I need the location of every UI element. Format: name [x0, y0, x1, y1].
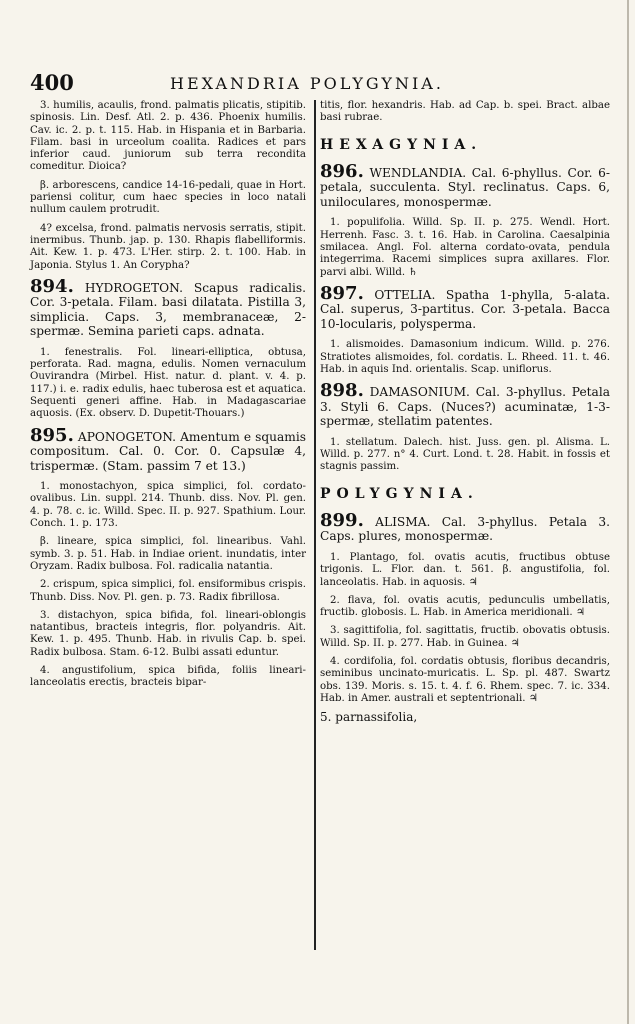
species-entry: 2. crispum, spica simplici, fol. ensiformibus crispis. Thunb. Diss. Nov. Pl. gen. p. 73. Radix fibrillosa. [30, 579, 306, 603]
catchword: 5. parnassifolia, [320, 710, 418, 725]
species-entry: 1. Plantago, fol. ovatis acutis, fructibus obtuse trigonis. L. Flor. dan. t. 561. β. angustifolia, fol. lanceolatis. Hab. in aquosis. ♃ [320, 551, 610, 588]
species-entry: 3. sagittifolia, fol. sagittatis, fructib. obovatis obtusis. Willd. Sp. II. p. 277. Hab. in Guinea. ♃ [320, 625, 610, 649]
page-number: 400 [30, 70, 74, 95]
genus-description: WENDLANDIA. Cal. 6-phyllus. Cor. 6-petala, succulenta. Styl. reclinatus. Caps. 6, uniloculares, monospermæ. [320, 165, 610, 209]
species-entry: 3. humilis, acaulis, frond. palmatis plicatis, stipitib. spinosis. Lin. Desf. Atl. 2. p. 436. Phoenix humilis. Cav. ic. 2. p. t. 115. Hab. in Hispania et in Barbaria. Filam. basi in urceolum coalita. Radices et pars inferior caud. juniorum sub terra recondita comeditur. Dioica? [30, 100, 306, 173]
genus-description: DAMASONIUM. Cal. 3-phyllus. Petala 3. Styli 6. Caps. (Nuces?) acuminatæ, 1-3-spermæ, stellatim patentes. [320, 385, 610, 429]
section-heading: POLYGYNIA. [320, 485, 479, 502]
genus-entry [320, 509, 611, 544]
section-heading: HEXAGYNIA. [320, 136, 483, 153]
species-entry: 4. angustifolium, spica bifida, foliis lineari-lanceolatis erectis, bracteis bipar- [30, 665, 306, 689]
genus-entry [320, 160, 610, 210]
species-entry: 1. alismoides. Damasonium indicum. Willd. p. 276. Stratiotes alismoides, fol. cordatis. L. Rheed. 11. t. 46. Hab. in aquis Ind. orientalis. Scap. uniflorus. [320, 339, 610, 375]
species-entry: β. arborescens, candice 14-16-pedali, quae in Hort. pariensi colitur, cum haec species in loco natali nullum caulem protrudit. [30, 179, 306, 216]
species-entry: 1. populifolia. Willd. Sp. II. p. 275. Wendl. Hort. Herrenh. Fasc. 3. t. 16. Hab. in Carolina. Caesalpinia smilacea. Angl. Fol. alterna cordato-ovata, pendula integerrima. Racemi simplices supra axillares. Flor. parvi albi. Willd. ♄ [320, 217, 610, 278]
species-entry: 1. monostachyon, spica simplici, fol. cordato-ovalibus. Lin. suppl. 214. Thunb. diss. Nov. Pl. gen. 4. p. 78. c. ic. Willd. Spec. II. p. 927. Spathium. Lour. Conch. 1. p. 173. [30, 481, 306, 530]
genus-entry [320, 380, 610, 429]
running-title: HEXANDRIA POLYGYNIA. [170, 74, 444, 93]
column-divider [314, 100, 316, 950]
genus-description: ALISMA. Cal. 3-phyllus. Petala 3. Caps. plures, monospermæ. [320, 514, 611, 544]
species-entry: 1. fenestralis. Fol. lineari-elliptica, obtusa, perforata. Rad. magna, edulis. Nomen vernaculum Ouvirandra (Mirbel. Hist. natur. d. plant. v. 4. p. 117.) i. e. radix edulis, haec tuberosa est et aquatica. Sequenti generi affine. Hab. in Madagascariae aquosis. (Ex. observ. D. Dupetit-Thouars.) [30, 346, 306, 420]
genus-number: 896. [320, 160, 364, 182]
genus-description: APONOGETON. Amentum e squamis compositum. Cal. 0. Cor. 0. Capsulæ 4, trispermæ. (Stam. passim 7 et 13.) [30, 429, 306, 473]
genus-number: 898. [320, 380, 364, 402]
genus-entry [320, 282, 611, 332]
page-edge [627, 0, 629, 1024]
genus-number: 894. [30, 275, 74, 297]
genus-entry [30, 424, 306, 474]
left-column [30, 100, 306, 696]
species-entry: 1. stellatum. Dalech. hist. Juss. gen. pl. Alisma. L. Willd. p. 277. n° 4. Curt. Lond. t. 28. Habit. in fossis et stagnis passim. [320, 436, 610, 473]
right-column [320, 100, 610, 730]
species-entry: β. lineare, spica simplici, fol. linearibus. Vahl. symb. 3. p. 51. Hab. in Indiae orient. inundatis, inter Oryzam. Radix bulbosa. Fol. radicalia natantia. [30, 536, 306, 572]
continuation-text: titis, flor. hexandris. Hab. ad Cap. b. spei. Bract. albae basi rubrae. [320, 100, 610, 124]
genus-number: 899. [320, 509, 364, 531]
genus-number: 895. [30, 424, 74, 446]
species-entry: 3. distachyon, spica bifida, fol. lineari-oblongis natantibus, bracteis integris, flor. polyandris. Ait. Kew. 1. p. 495. Thunb. Hab. in rivulis Cap. b. spei. Radix bulbosa. Stam. 6-12. Bulbi assati eduntur. [30, 609, 306, 658]
species-entry: 4. cordifolia, fol. cordatis obtusis, floribus decandris, seminibus uncinato-muricatis. L. Sp. pl. 487. Swartz obs. 139. Moris. s. 15. t. 4. f. 6. Rhem. spec. 7. ic. 334. Hab. in Amer. australi et septentrionali. ♃ [320, 656, 610, 704]
page-header [30, 70, 610, 96]
species-entry: 4? excelsa, frond. palmatis nervosis serratis, stipit. inermibus. Thunb. jap. p. 130. Rhapis flabelliformis. Ait. Kew. 1. p. 473. L'Her. stirp. 2. t. 100. Hab. in Japonia. Stylus 1. An Corypha? [30, 222, 306, 271]
species-entry: 2. flava, fol. ovatis acutis, pedunculis umbellatis, fructib. globosis. L. Hab. in America meridionali. ♃ [320, 594, 610, 619]
genus-description: OTTELIA. Spatha 1-phylla, 5-alata. Cal. superus, 3-partitus. Cor. 3-petala. Bacca 10-locularis, polysperma. [320, 287, 611, 331]
genus-description: HYDROGETON. Scapus radicalis. Cor. 3-petala. Filam. basi dilatata. Pistilla 3, simplicia. Caps. 3, membranaceæ, 2-spermæ. Semina parieti caps. adnata. [30, 280, 307, 339]
genus-number: 897. [320, 282, 364, 304]
genus-entry [30, 275, 307, 339]
